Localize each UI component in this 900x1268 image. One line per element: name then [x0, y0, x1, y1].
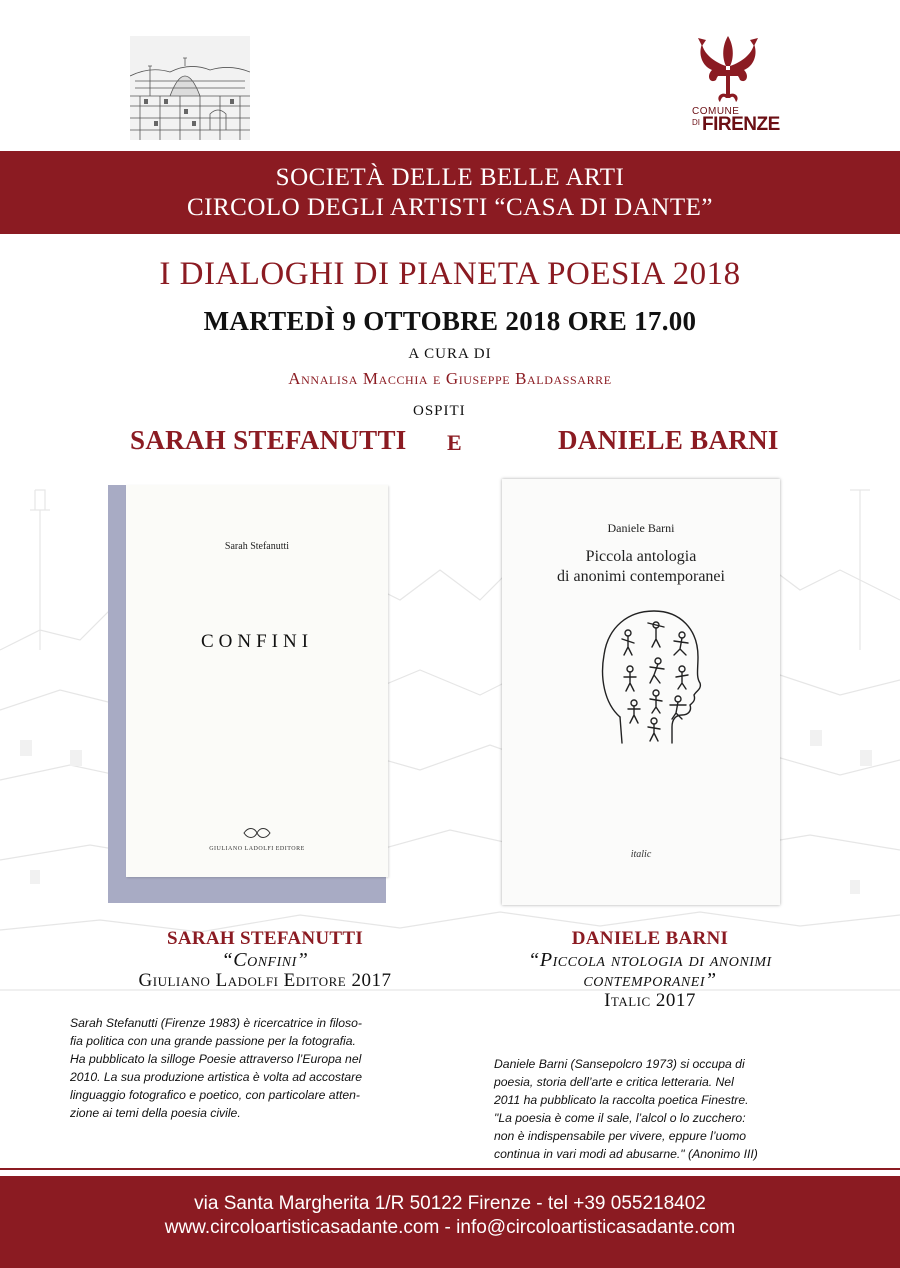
society-name: SOCIETÀ DELLE BELLE ARTI	[275, 164, 625, 191]
florence-lily-icon	[692, 32, 764, 108]
book-caption-1	[70, 928, 460, 992]
book-author: Daniele Barni	[607, 521, 675, 535]
florence-skyline-engraving-icon	[130, 36, 250, 140]
logo-text-di: DI	[692, 118, 700, 127]
caption-author: SARAH STEFANUTTI	[166, 928, 364, 949]
bio-sarah-stefanutti: Sarah Stefanutti (Firenze 1983) è ricercatrice in filoso- fia politica con una grande passione per la fotografia. Ha pubblicato la silloge Poesie attraverso l’Europa nel 2010. La sua produzione artistica è volta ad accostare linguaggio fotografico e poetico, con particolare atten- zione ai temi della poesia civile.	[70, 1016, 363, 1120]
ospiti-label: OSPITI	[413, 403, 466, 419]
book-publisher: italic	[630, 849, 652, 860]
book-author: Sarah Stefanutti	[224, 541, 290, 552]
footer-divider	[0, 1168, 900, 1170]
head-with-figures-icon	[598, 607, 704, 745]
book-title-line-2: di anonimi contemporanei	[557, 568, 725, 585]
circle-name: CIRCOLO DEGLI ARTISTI “CASA DI DANTE”	[187, 194, 713, 221]
caption-publisher: Italic 2017	[604, 990, 696, 1011]
caption-publisher: Giuliano Ladolfi Editore 2017	[138, 970, 392, 991]
event-title: I DIALOGHI DI PIANETA POESIA 2018	[159, 256, 741, 292]
logo-text-firenze: FIRENZE	[702, 114, 780, 135]
caption-title-line-1: “Piccola ntologia di anonimi	[528, 949, 772, 971]
guest-conjunction: E	[447, 430, 462, 455]
footer-band	[0, 1176, 900, 1268]
book-publisher: GIULIANO LADOLFI EDITORE	[209, 846, 305, 852]
book-title: CONFINI	[200, 631, 314, 652]
footer-web: www.circoloartisticasadante.com - info@circoloartisticasadante.com	[164, 1217, 736, 1238]
book-title	[502, 547, 780, 587]
caption-author: DANIELE BARNI	[571, 928, 729, 949]
guest-name-2: DANIELE BARNI	[558, 425, 779, 455]
header-band	[0, 151, 900, 234]
logo-text-comune: COMUNE	[692, 106, 740, 117]
curators: Annalisa Macchia e Giuseppe Baldassarre	[288, 369, 612, 388]
footer-address: via Santa Margherita 1/R 50122 Firenze - tel +39 055218402	[194, 1193, 706, 1214]
caption-title: “Confini”	[221, 949, 309, 971]
caption-title-line-2: contemporanei”	[583, 969, 717, 991]
book-cover-piccola-antologia	[502, 479, 780, 905]
bio-daniele-barni: Daniele Barni (Sansepolcro 1973) si occupa di poesia, storia dell’arte e critica letteraria. Nel 2011 ha pubblicato la raccolta poetica Finestre. "La poesia è come il sale, l’alcol o lo zucchero: non è indispensabile per vivere, eppure l’uomo continua in vari modi ad abusarne." (Anonimo III)	[494, 1057, 758, 1161]
book-title-line-1: Piccola antologia	[585, 548, 697, 565]
publisher-ornament-icon	[242, 827, 272, 839]
book-caption-2	[470, 928, 830, 1012]
event-date: MARTEDÌ 9 OTTOBRE 2018 ORE 17.00	[203, 306, 697, 336]
guest-name-1: SARAH STEFANUTTI	[130, 425, 407, 455]
comune-di-firenze-logo	[682, 32, 780, 142]
book-cover-confini	[126, 485, 388, 877]
cura-label: A CURA DI	[408, 346, 492, 362]
